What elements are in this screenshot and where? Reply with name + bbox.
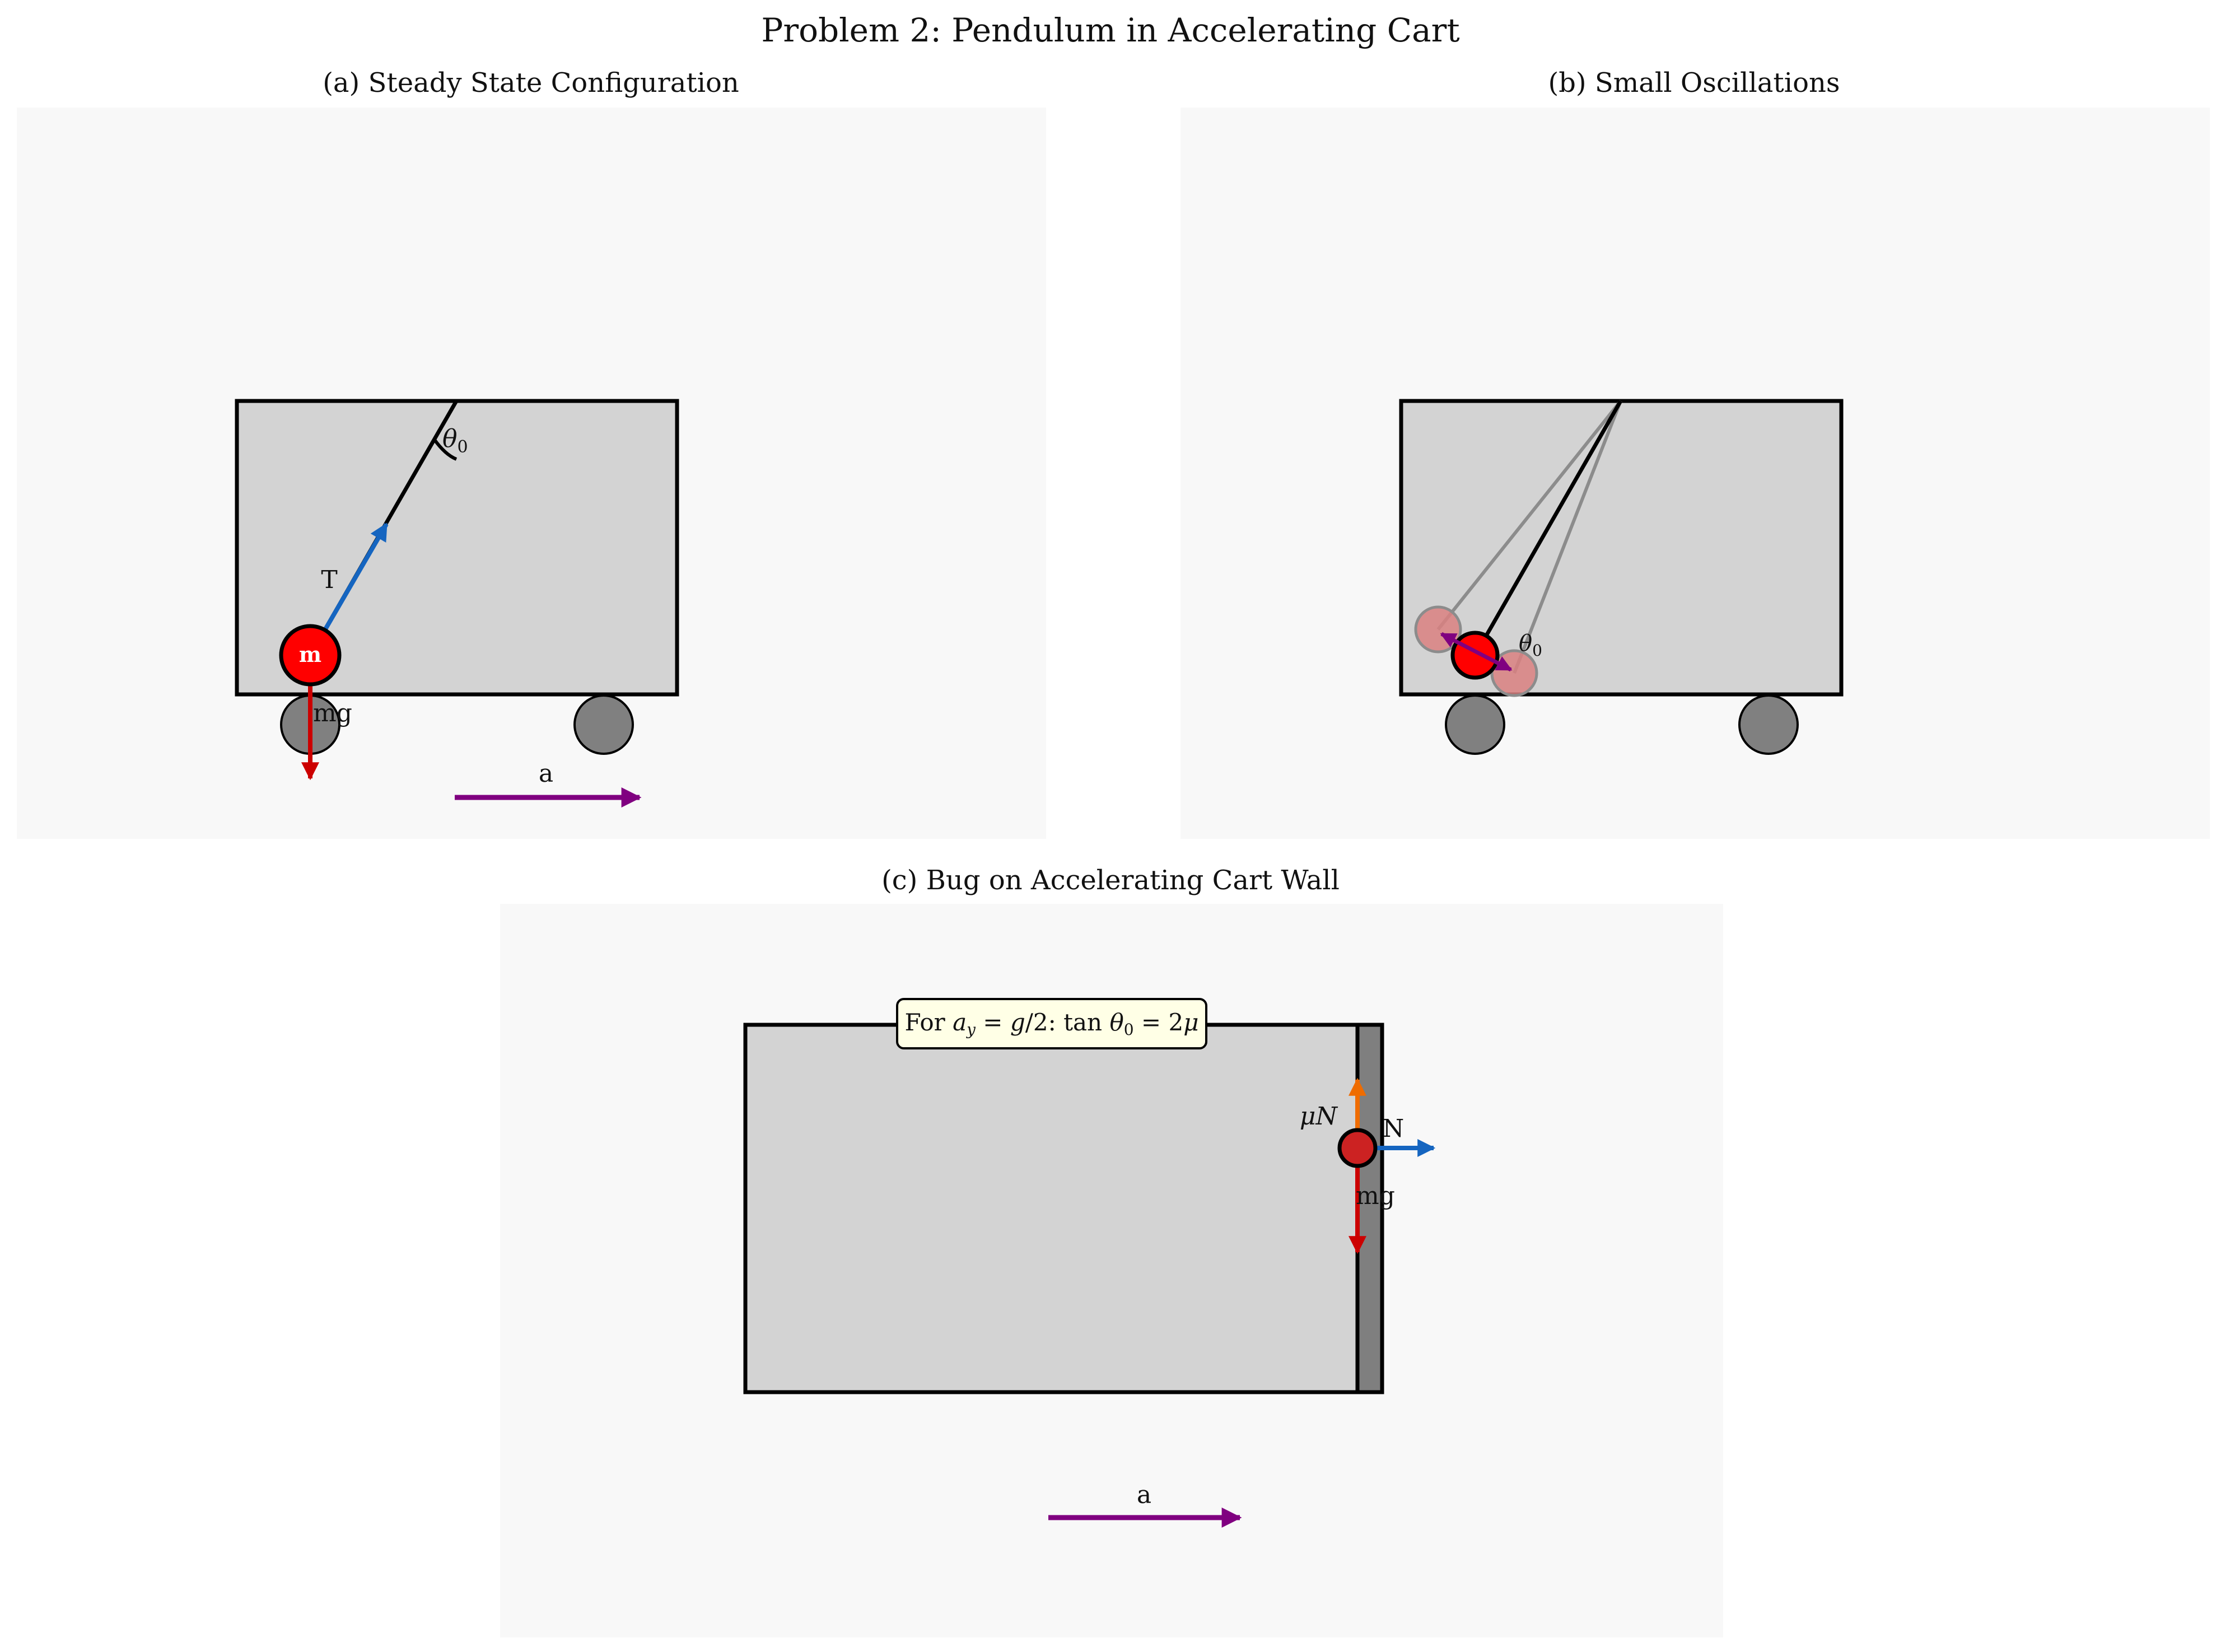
- acceleration-label: a: [1136, 1481, 1152, 1509]
- panel-b: [1181, 67, 2210, 839]
- pendulum-bob: [1453, 633, 1497, 678]
- gravity-label: mg: [1356, 1182, 1395, 1210]
- panel-c-title: (c) Bug on Accelerating Cart Wall: [881, 865, 1340, 896]
- angle-label: $\theta_0$: [442, 424, 468, 457]
- panel-b-title: (b) Small Oscillations: [1548, 67, 1840, 99]
- mass-label: m: [298, 642, 322, 667]
- cart-wheel-left: [1446, 696, 1504, 754]
- angle-label: $\theta_0$: [1519, 631, 1542, 660]
- panel-c: [500, 865, 1723, 1637]
- gravity-label: mg: [313, 699, 352, 727]
- panel-a: [17, 67, 1046, 839]
- figure-title: Problem 2: Pendulum in Accelerating Cart: [761, 11, 1460, 49]
- cart-wheel-right: [575, 696, 633, 754]
- acceleration-label: a: [538, 759, 554, 788]
- note-text: For ay = g/2: tan θ0 = 2μ: [904, 1009, 1199, 1039]
- bug: [1340, 1130, 1375, 1166]
- cart-wheel-right: [1739, 696, 1798, 754]
- tension-label: T: [321, 566, 338, 594]
- cart-body: [745, 1025, 1382, 1392]
- normal-label: N: [1382, 1114, 1405, 1143]
- panel-a-title: (a) Steady State Configuration: [323, 67, 739, 99]
- friction-label: μN: [1299, 1102, 1337, 1131]
